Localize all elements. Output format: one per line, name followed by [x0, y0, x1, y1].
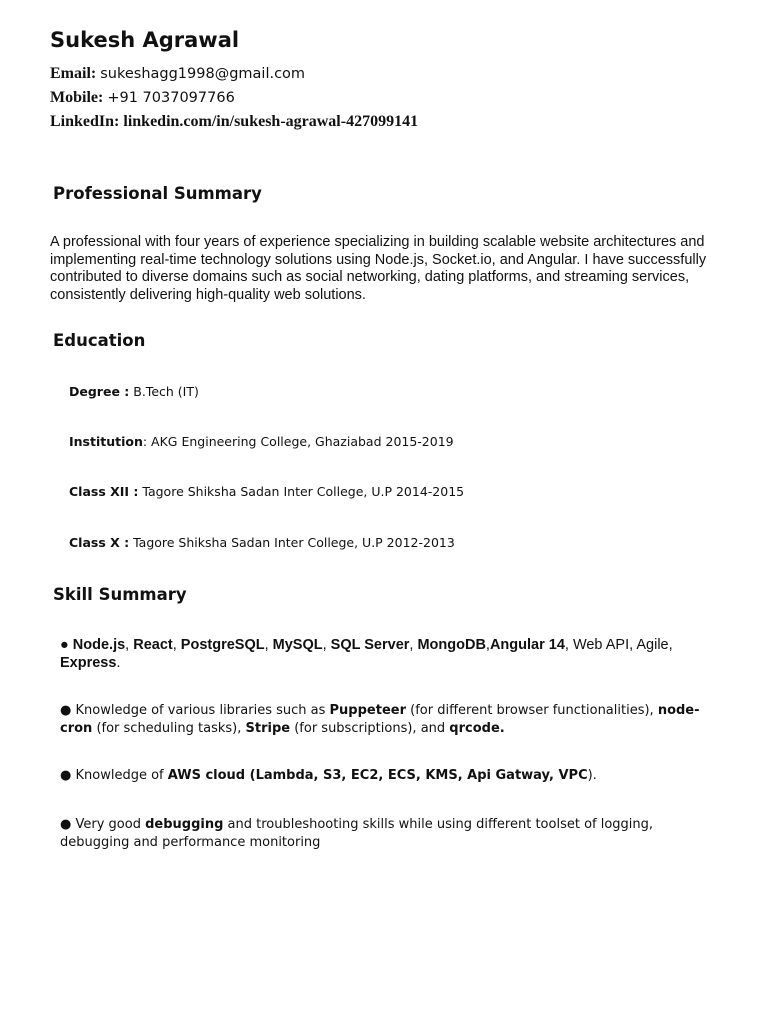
- skill-node-cron: node-cron: [60, 703, 700, 736]
- mobile-label: Mobile:: [50, 89, 104, 106]
- skill-item: [60, 702, 710, 738]
- skill-qrcode: qrcode.: [449, 721, 505, 736]
- skill-angular: Angular 14: [489, 637, 565, 653]
- skill-rest: , Web API, Agile,: [564, 637, 673, 653]
- skill-postgresql: PostgreSQL: [180, 637, 265, 653]
- skill-mongodb: MongoDB: [417, 637, 486, 653]
- skill-react: React: [133, 637, 173, 653]
- education-degree: [69, 384, 199, 399]
- separator: ,: [485, 637, 490, 653]
- linkedin-value: linkedin.com/in/sukesh-agrawal-427099141: [123, 113, 419, 130]
- skill-text: (for subscriptions), and: [290, 721, 450, 736]
- skill-express: Express: [60, 655, 117, 671]
- skill-item: [60, 816, 710, 852]
- skill-aws: AWS cloud (Lambda, S3, EC2, ECS, KMS, Api Gatway, VPC: [167, 768, 588, 783]
- professional-summary-heading: Professional Summary: [53, 184, 262, 203]
- degree-value: B.Tech (IT): [129, 384, 199, 399]
- class-x-label: Class X :: [69, 535, 130, 550]
- education-class-x: [69, 535, 455, 550]
- skill-sql-server: SQL Server: [330, 637, 410, 653]
- separator: ,: [322, 637, 331, 653]
- skill-item: [60, 636, 710, 672]
- class-xii-value: Tagore Shiksha Sadan Inter College, U.P 2014-2015: [138, 484, 465, 499]
- bullet-icon: ●: [60, 703, 72, 718]
- bullet-icon: ●: [60, 817, 72, 832]
- skill-stripe: Stripe: [245, 721, 291, 736]
- candidate-name: Sukesh Agrawal: [50, 28, 240, 52]
- separator: ,: [264, 637, 273, 653]
- skill-debugging: debugging: [145, 817, 224, 832]
- skill-text: and troubleshooting skills while using different toolset of logging, debugging and performance monitoring: [60, 817, 654, 850]
- separator: ,: [409, 637, 418, 653]
- professional-summary-text: A professional with four years of experience specializing in building scalable website architectures and implementing real-time technology solutions using Node.js, Socket.io, and Angular. I have successfully contributed to diverse domains such as social networking, dating platforms, and streaming services, consistently delivering high-quality web solutions.: [50, 234, 707, 303]
- skill-puppeteer: Puppeteer: [329, 703, 406, 718]
- skill-mysql: MySQL: [272, 637, 323, 653]
- mobile-value: +91 7037097766: [107, 90, 235, 106]
- education-institution: [69, 434, 454, 449]
- separator: .: [116, 655, 121, 671]
- separator: ,: [172, 637, 181, 653]
- skill-text: Knowledge of: [75, 768, 168, 783]
- separator: ,: [125, 637, 134, 653]
- skill-text: (for scheduling tasks),: [92, 721, 246, 736]
- class-xii-label: Class XII :: [69, 484, 139, 499]
- skill-summary-heading: Skill Summary: [53, 585, 187, 604]
- skill-nodejs: Node.js: [72, 637, 126, 653]
- skill-text: Knowledge of various libraries such as: [75, 703, 330, 718]
- linkedin-line: [50, 113, 418, 131]
- bullet-icon: ●: [60, 637, 69, 653]
- degree-label: Degree :: [69, 384, 130, 399]
- email-value: sukeshagg1998@gmail.com: [100, 66, 306, 82]
- institution-label: Institution: [69, 434, 143, 449]
- institution-value: : AKG Engineering College, Ghaziabad 2015-2019: [142, 434, 454, 449]
- skill-text: (for different browser functionalities),: [406, 703, 658, 718]
- email-line: [50, 65, 305, 83]
- skill-text: ).: [587, 768, 597, 783]
- class-x-value: Tagore Shiksha Sadan Inter College, U.P 2012-2013: [129, 535, 455, 550]
- skill-text: Very good: [75, 817, 146, 832]
- skill-item: [60, 767, 710, 785]
- education-class-xii: [69, 484, 464, 499]
- email-label: Email:: [50, 65, 97, 82]
- education-heading: Education: [53, 331, 146, 350]
- mobile-line: [50, 89, 235, 107]
- bullet-icon: ●: [60, 768, 72, 783]
- linkedin-label: LinkedIn:: [50, 113, 120, 130]
